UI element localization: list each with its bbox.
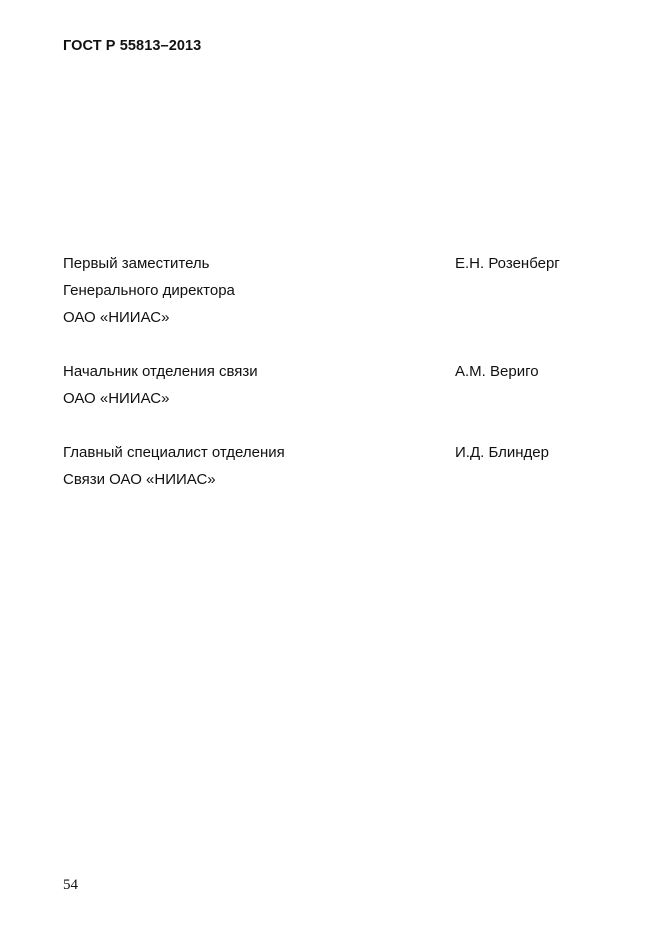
signatory-name: Е.Н. Розенберг <box>455 255 560 272</box>
signatories-list <box>63 250 623 520</box>
signatory-position-line: Начальник отделения связи <box>63 363 258 380</box>
signatory-block <box>63 250 623 331</box>
signatory-name: И.Д. Блиндер <box>455 444 549 461</box>
signatory-block <box>63 439 623 493</box>
signatory-position-line: Первый заместитель <box>63 255 210 272</box>
signatory-position-line: Связи ОАО «НИИАС» <box>63 471 216 488</box>
signatory-position-line: Генерального директора <box>63 282 235 299</box>
signatory-block <box>63 358 623 412</box>
signatory-position-line: Главный специалист отделения <box>63 444 285 461</box>
document-header: ГОСТ Р 55813–2013 <box>63 38 202 54</box>
signatory-position-line: ОАО «НИИАС» <box>63 390 170 407</box>
signatory-position-line: ОАО «НИИАС» <box>63 309 170 326</box>
signatory-name: А.М. Вериго <box>455 363 539 380</box>
page-number: 54 <box>63 877 78 893</box>
